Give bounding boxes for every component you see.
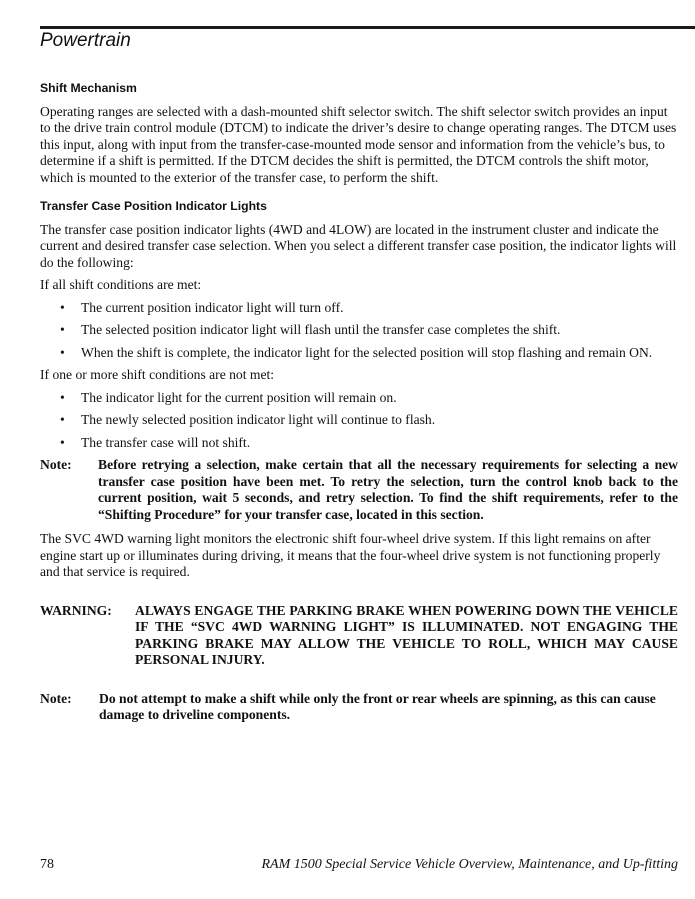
svc-4wd-paragraph: The SVC 4WD warning light monitors the electronic shift four-wheel drive system. If this light remains on after engine start up or illuminates during driving, it means that the four-wheel drive system is not functioning properly and that service is required. [40, 531, 661, 579]
list-item-text: The current position indicator light will turn off. [81, 299, 344, 315]
conditions-met-intro: If all shift conditions are met: [40, 277, 202, 292]
warning-text: ALWAYS ENGAGE THE PARKING BRAKE WHEN POWERING DOWN THE VEHICLE IF THE “SVC 4WD WARNING LIGHT” IS ILLUMINATED. NOT ENGAGING THE PARKING BRAKE MAY ALLOW THE VEHICLE TO ROLL, WHICH MAY CAUSE PERSONAL INJURY. [135, 602, 678, 667]
note-text: Do not attempt to make a shift while only the front or rear wheels are spinning, as this can cause damage to driveline components. [99, 690, 656, 722]
conditions-not-met-list [40, 390, 678, 452]
page-header-title: Powertrain [40, 30, 131, 51]
bullet-icon: • [60, 299, 65, 315]
list-item [40, 390, 678, 407]
page-body [40, 80, 678, 724]
list-item-text: When the shift is complete, the indicator light for the selected position will stop flashing and remain ON. [81, 344, 653, 360]
warning-parking-brake [40, 603, 678, 669]
list-item [40, 412, 678, 429]
indicator-lights-heading: Transfer Case Position Indicator Lights [40, 199, 267, 213]
note-text: Before retrying a selection, make certain that all the necessary requirements for selecting a new transfer case position have been met. To retry the selection, turn the control knob back to the current position, wait 5 seconds, and retry selection. To find the shift requirements, refer to the “Shifting Procedure” for your transfer case, located in this section. [98, 457, 678, 522]
bullet-icon: • [60, 434, 65, 450]
indicator-lights-paragraph: The transfer case position indicator lights (4WD and 4LOW) are located in the instrument cluster and indicate the current and desired transfer case selection. When you select a different transfer case position, the indicator lights will do the following: [40, 221, 677, 270]
list-item [40, 435, 678, 452]
list-item-text: The transfer case will not shift. [81, 434, 251, 450]
note-label: Note: [40, 690, 72, 706]
shift-mechanism-paragraph: Operating ranges are selected with a dash-mounted shift selector switch. The shift selector switch provides an input to the drive train control module (DTCM) to indicate the driver’s desire to change operating ranges. The DTCM uses this input, along with input from the transfer-case-mounted mode sensor and information from the vehicle’s bus, to determine if a shift is permitted. If the DTCM decides the shift is permitted, the DTCM controls the shift motor, which is mounted to the exterior of the transfer case, to perform the shift. [40, 103, 677, 185]
conditions-not-met-intro: If one or more shift conditions are not met: [40, 367, 275, 382]
header-rule [40, 26, 695, 29]
list-item [40, 322, 678, 339]
list-item [40, 345, 678, 362]
conditions-met-list [40, 300, 678, 362]
list-item-text: The newly selected position indicator light will continue to flash. [81, 412, 436, 427]
footer-title: RAM 1500 Special Service Vehicle Overview, Maintenance, and Up-fitting [261, 857, 678, 872]
bullet-icon: • [60, 344, 65, 360]
list-item-text: The selected position indicator light will flash until the transfer case completes the shift. [81, 322, 561, 337]
note-wheel-spin [40, 691, 678, 724]
page-number: 78 [40, 857, 54, 872]
note-retry-selection [40, 457, 678, 523]
list-item [40, 300, 678, 317]
list-item-text: The indicator light for the current position will remain on. [81, 389, 397, 405]
bullet-icon: • [60, 322, 65, 337]
warning-label: WARNING: [40, 602, 112, 618]
bullet-icon: • [60, 389, 65, 405]
shift-mechanism-heading: Shift Mechanism [40, 81, 137, 95]
bullet-icon: • [60, 412, 65, 427]
note-label: Note: [40, 457, 72, 472]
